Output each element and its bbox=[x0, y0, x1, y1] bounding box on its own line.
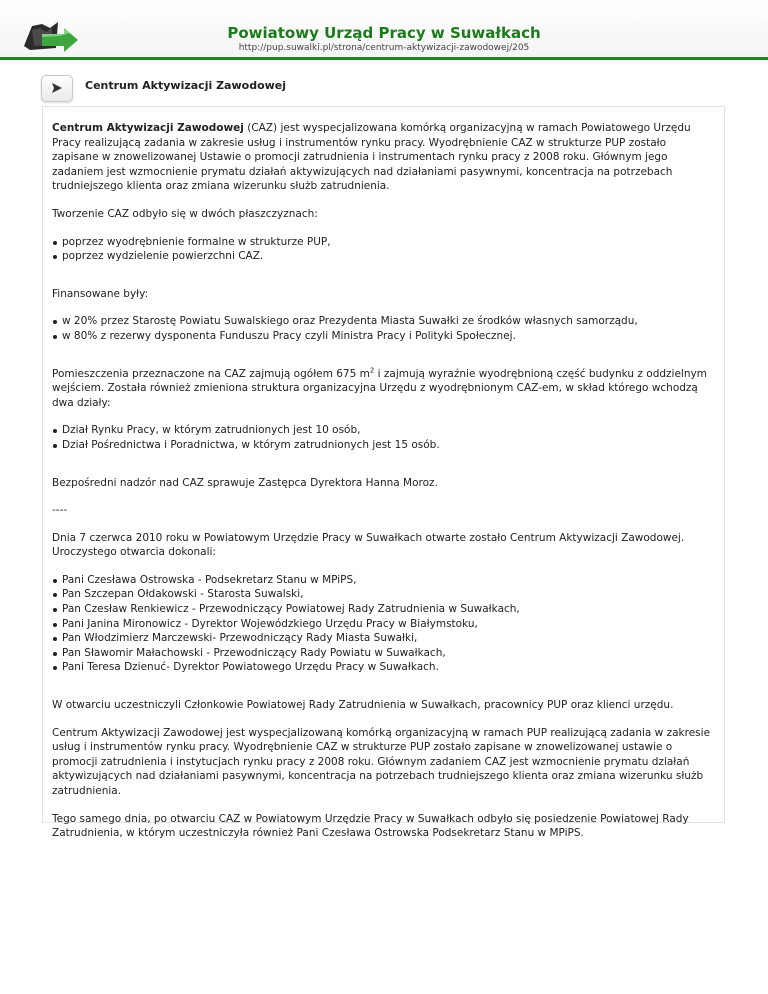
rooms-text-after: i zajmują wyraźnie wyodrębnioną część budynku z oddzielnym wejściem. Została również zmieniona struktura organizacyjna Urzędu z wyodrębnionym CAZ-em, w skład którego wchodzą dwa działy: bbox=[52, 367, 707, 409]
creation-list bbox=[52, 235, 714, 264]
opening-paragraph: Dnia 7 czerwca 2010 roku w Powiatowym Urzędzie Pracy w Suwałkach otwarte zostało Centrum Aktywizacji Zawodowej. Uroczystego otwarcia dokonali: bbox=[52, 531, 685, 559]
site-title: Powiatowy Urząd Pracy w Suwałkach bbox=[227, 24, 541, 42]
separator: ---- bbox=[52, 504, 68, 517]
list-item: Pani Czesława Ostrowska - Podsekretarz Stanu w MPiPS, bbox=[52, 573, 714, 588]
participants-paragraph: W otwarciu uczestniczyli Członkowie Powiatowej Rady Zatrudnienia w Suwałkach, pracownicy PUP oraz klienci urzędu. bbox=[52, 699, 674, 712]
intro-paragraph bbox=[52, 121, 714, 194]
page-url: http://pup.suwalki.pl/strona/centrum-aktywizacji-zawodowej/205 bbox=[238, 43, 530, 53]
supervision-paragraph: Bezpośredni nadzór nad CAZ sprawuje Zastępca Dyrektora Hanna Moroz. bbox=[52, 476, 438, 489]
arrow-button[interactable] bbox=[41, 75, 73, 102]
intro-bold: Centrum Aktywizacji Zawodowej bbox=[52, 122, 244, 134]
rooms-text-before: Pomieszczenia przeznaczone na CAZ zajmują ogółem 675 m bbox=[52, 367, 370, 380]
list-item: Pan Sławomir Małachowski - Przewodniczący Rady Powiatu w Suwałkach, bbox=[52, 646, 714, 661]
article-content bbox=[42, 106, 725, 840]
meeting-paragraph: Tego samego dnia, po otwarciu CAZ w Powiatowym Urzędzie Pracy w Suwałkach odbyło się posiedzenie Powiatowej Rady Zatrudnienia, w którym uczestniczyła również Pani Czesława Ostrowska Podsekretarz Stanu w MPiPS. bbox=[52, 812, 689, 840]
list-item: Pan Czesław Renkiewicz - Przewodniczący Powiatowej Rady Zatrudnienia w Suwałkach, bbox=[52, 602, 714, 617]
list-item: w 20% przez Starostę Powiatu Suwalskiego oraz Prezydenta Miasta Suwałki ze środków własnych samorządu, bbox=[52, 314, 714, 329]
list-item: Pan Szczepan Ołdakowski - Starosta Suwalski, bbox=[52, 587, 714, 602]
departments-list bbox=[52, 423, 714, 452]
list-item: Dział Pośrednictwa i Poradnictwa, w którym zatrudnionych jest 15 osób. bbox=[52, 438, 714, 453]
creation-intro: Tworzenie CAZ odbyło się w dwóch płaszczyznach: bbox=[52, 207, 318, 220]
list-item: Pan Włodzimierz Marczewski- Przewodniczący Rady Miasta Suwałki, bbox=[52, 631, 714, 646]
list-item: poprzez wyodrębnienie formalne w strukturze PUP, bbox=[52, 235, 714, 250]
list-item: Pani Teresa Dzienuć- Dyrektor Powiatowego Urzędu Pracy w Suwałkach. bbox=[52, 660, 714, 675]
page-header bbox=[0, 0, 768, 60]
list-item: w 80% z rezerwy dysponenta Funduszu Pracy czyli Ministra Pracy i Polityki Społecznej. bbox=[52, 329, 714, 344]
financing-intro: Finansowane były: bbox=[52, 287, 149, 300]
summary-paragraph: Centrum Aktywizacji Zawodowej jest wyspecjalizowaną komórką organizacyjną w ramach PUP realizującą zadania w zakresie usług i instrumentów rynku pracy. Wyodrębnienie CAZ w strukturze PUP zostało zapisane w znowelizowanej ustawie o promocji zatrudnienia i instytucjach rynku pracy z 2008 roku. Głównym zadaniem CAZ jest wzmocnienie prymatu działań aktywizujących nad działaniami pasywnymi, koncentracja na potrzebach trudniejszego klienta oraz zmiana wizerunku służb zatrudnienia. bbox=[52, 726, 711, 797]
list-item: Dział Rynku Pracy, w którym zatrudnionych jest 10 osób, bbox=[52, 423, 714, 438]
play-arrow-icon bbox=[51, 82, 63, 94]
financing-list bbox=[52, 314, 714, 343]
rooms-superscript: 2 bbox=[369, 366, 375, 375]
list-item: Pani Janina Mironowicz - Dyrektor Wojewódzkiego Urzędu Pracy w Białymstoku, bbox=[52, 617, 714, 632]
rooms-paragraph bbox=[52, 367, 714, 411]
intro-text: (CAZ) jest wyspecjalizowana komórką organizacyjną w ramach Powiatowego Urzędu Pracy realizującą zadania w zakresie usług i instrumentów rynku pracy. Wyodrębnienie CAZ w strukturze PUP zostało zapisane w znowelizowanej Ustawie o promocji zatrudnienia i instrumentach rynku pracy z 2008 roku. Głównym jego zadaniem jest wzmocnienie prymatu działań aktywizujących nad działaniami pasywnymi, koncentracja na potrzebach trudniejszego klienta oraz zmiana wizerunku służb zatrudnienia. bbox=[52, 122, 691, 193]
opening-list bbox=[52, 573, 714, 675]
section-title: Centrum Aktywizacji Zawodowej bbox=[85, 79, 287, 92]
list-item: poprzez wydzielenie powierzchni CAZ. bbox=[52, 249, 714, 264]
